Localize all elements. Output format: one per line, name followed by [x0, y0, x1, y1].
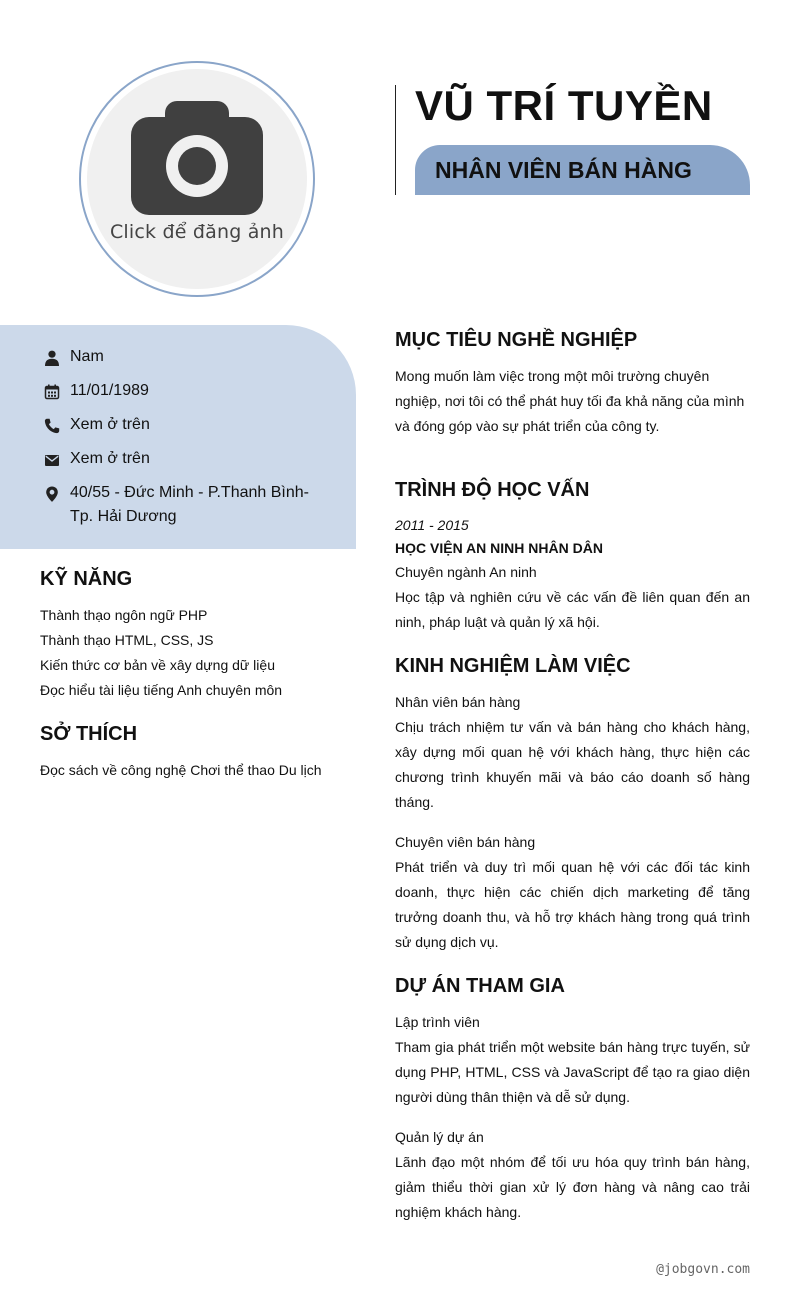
camera-icon — [131, 101, 263, 215]
location-pin-icon — [44, 486, 60, 502]
watermark: @jobgovn.com — [656, 1262, 750, 1277]
experience-role: Chuyên viên bán hàng — [395, 834, 536, 850]
skills-list — [40, 603, 282, 703]
phone-value: Xem ở trên — [70, 416, 150, 433]
skills-title: KỸ NĂNG — [40, 568, 133, 590]
photo-upload-label: Click để đăng ảnh — [109, 221, 285, 243]
objective-title: MỤC TIÊU NGHỀ NGHIỆP — [395, 329, 638, 351]
list-item: Thành thạo HTML, CSS, JS — [40, 632, 214, 648]
info-birthday — [44, 382, 310, 403]
experience-description: Chịu trách nhiệm tư vấn và bán hàng cho khách hàng, xây dựng mối quan hệ với khách hàng, thực hiện các chương trình khuyến mãi và báo cáo doanh số hàng tháng. — [395, 719, 750, 810]
info-phone — [44, 416, 310, 437]
candidate-name: VŨ TRÍ TUYỀN — [415, 82, 713, 129]
project-description: Tham gia phát triển một website bán hàng trực tuyến, sử dụng PHP, HTML, CSS và JavaScript để tạo ra giao diện người dùng thân thiện và dễ sử dụng. — [395, 1039, 750, 1105]
project-description: Lãnh đạo một nhóm để tối ưu hóa quy trình bán hàng, giảm thiểu thời gian xử lý đơn hàng và nâng cao trải nghiệm khách hàng. — [395, 1154, 750, 1220]
project-role: Quản lý dự án — [395, 1129, 484, 1145]
hobbies-text: Đọc sách về công nghệ Chơi thể thao Du lịch — [40, 762, 322, 778]
job-title: NHÂN VIÊN BÁN HÀNG — [435, 156, 692, 183]
header-divider — [395, 85, 396, 195]
list-item: Thành thạo ngôn ngữ PHP — [40, 607, 208, 623]
photo-upload[interactable] — [79, 61, 315, 297]
info-gender — [44, 348, 310, 369]
birthday-value: 11/01/1989 — [70, 382, 149, 399]
experience-role: Nhân viên bán hàng — [395, 694, 521, 710]
hobbies-list — [40, 758, 322, 783]
projects-title: DỰ ÁN THAM GIA — [395, 975, 565, 997]
education-description: Học tập và nghiên cứu về các vấn đề liên quan đến an ninh, pháp luật và quản lý xã hội. — [395, 589, 750, 630]
address-value: 40/55 - Đức Minh - P.Thanh Bình- Tp. Hải Dương — [70, 484, 309, 525]
phone-icon — [44, 418, 60, 434]
envelope-icon — [44, 452, 60, 468]
experience-description: Phát triển và duy trì mối quan hệ với các đối tác kinh doanh, thực hiện các chiến dịch marketing để tăng trưởng doanh thu, và hỗ trợ khách hàng trong quá trình sử dụng dịch vụ. — [395, 859, 750, 950]
hobbies-title: SỞ THÍCH — [40, 723, 138, 745]
experience-title: KINH NGHIỆM LÀM VIỆC — [395, 655, 631, 677]
person-icon — [44, 350, 60, 366]
email-value: Xem ở trên — [70, 450, 150, 467]
education-major: Chuyên ngành An ninh — [395, 564, 537, 580]
list-item: Kiến thức cơ bản về xây dựng dữ liệu — [40, 657, 275, 673]
education-period: 2011 - 2015 — [395, 517, 469, 533]
project-role: Lập trình viên — [395, 1014, 480, 1030]
education-school: HỌC VIỆN AN NINH NHÂN DÂN — [395, 540, 603, 556]
photo-placeholder — [87, 69, 307, 289]
objective-text: Mong muốn làm việc trong một môi trường chuyên nghiệp, nơi tôi có thể phát huy tối đa khả năng của mình và đóng góp vào sự phát triển của công ty. — [395, 368, 745, 434]
job-title-badge — [415, 145, 750, 195]
education-title: TRÌNH ĐỘ HỌC VẤN — [395, 479, 590, 501]
info-address — [44, 484, 310, 529]
gender-value: Nam — [70, 348, 104, 365]
calendar-icon — [44, 384, 60, 400]
list-item: Đọc hiểu tài liệu tiếng Anh chuyên môn — [40, 682, 283, 698]
info-email — [44, 450, 310, 471]
